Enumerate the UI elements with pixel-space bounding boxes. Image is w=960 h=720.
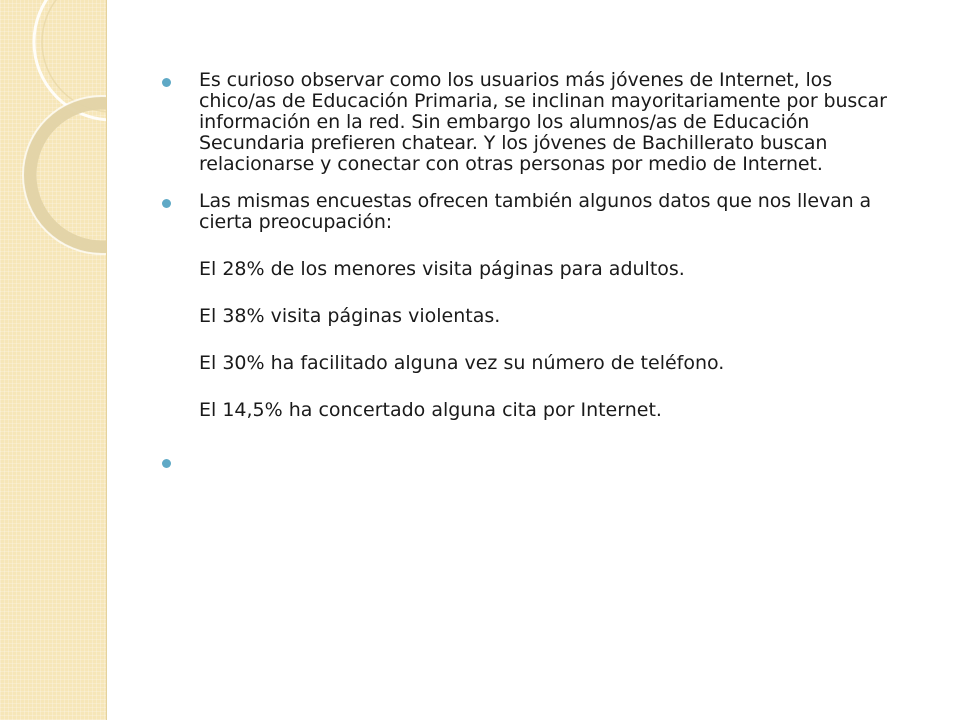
bullet-item-1 [162,70,907,175]
bullet-dot-icon [162,199,171,208]
statistic-line-3: El 30% ha facilitado alguna vez su número de teléfono. [199,352,725,374]
bullet-item-3-empty [162,451,907,471]
statistic-line-2: El 38% visita páginas violentas. [199,305,501,327]
statistic-line-1: El 28% de los menores visita páginas para adultos. [199,258,685,280]
bullet-text-1: Es curioso observar como los usuarios más jóvenes de Internet, los chico/as de Educación Primaria, se inclinan mayoritariamente por buscar información en la red. Sin embargo los alumnos/as de Educación Secundaria prefieren chatear. Y los jóvenes de Bachillerato buscan relacionarse y conectar con otras personas por medio de Internet. [199,69,887,175]
slide-content [162,70,907,487]
bullet-dot-icon [162,459,171,468]
bullet-item-2 [162,191,907,421]
statistic-line-4: El 14,5% ha concertado alguna cita por Internet. [199,399,662,421]
bullet-text-2: Las mismas encuestas ofrecen también algunos datos que nos llevan a cierta preocupación: [199,190,872,233]
bullet-dot-icon [162,78,171,87]
decorative-side-band [0,0,107,720]
decorative-rings [0,0,106,720]
